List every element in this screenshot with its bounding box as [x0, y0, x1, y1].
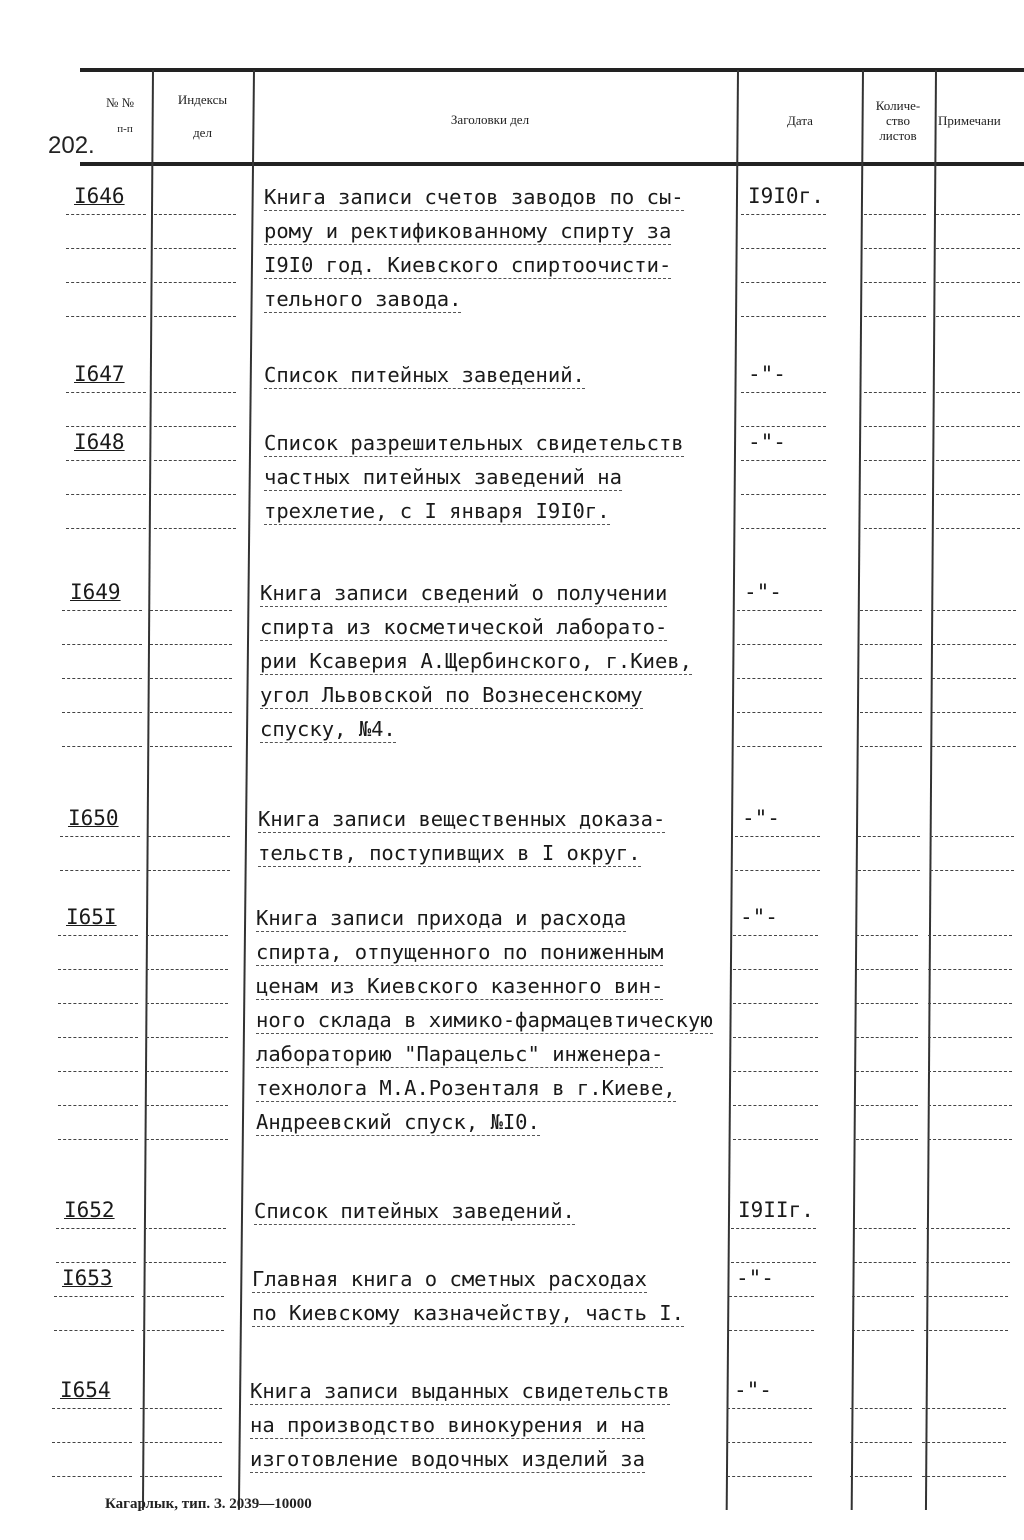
ruled-line — [932, 644, 1016, 646]
entry-title-line: ценам из Киевского казенного вин- — [256, 974, 664, 998]
entry-title-line: Книга записи счетов заводов по сы- — [264, 185, 684, 209]
column-divider — [142, 70, 154, 1510]
ruled-line — [66, 248, 146, 250]
ruled-line — [66, 214, 146, 216]
entry-date: -"- — [736, 1266, 774, 1290]
ruled-line — [146, 969, 228, 971]
ruled-line — [856, 935, 918, 937]
entry-title-line: Список питейных заведений. — [254, 1199, 575, 1223]
entry-date: -"- — [742, 806, 780, 830]
ruled-line — [864, 494, 926, 496]
ruled-line — [741, 282, 826, 284]
page-number: 202. — [48, 132, 95, 159]
ruled-line — [154, 426, 236, 428]
ruled-line — [733, 1139, 818, 1141]
entry-number: I65I — [66, 905, 117, 929]
entry-date: -"- — [734, 1378, 772, 1402]
ruled-line — [146, 1105, 228, 1107]
ruled-line — [56, 1262, 136, 1264]
ruled-line — [150, 678, 232, 680]
ruled-line — [146, 1071, 228, 1073]
ruled-line — [737, 678, 822, 680]
ruled-line — [150, 746, 232, 748]
ruled-line — [852, 1330, 914, 1332]
ruled-line — [146, 1139, 228, 1141]
ruled-line — [936, 426, 1020, 428]
ruled-line — [858, 836, 920, 838]
ruled-line — [741, 316, 826, 318]
ruled-line — [741, 392, 826, 394]
entry-title-line: Список питейных заведений. — [264, 363, 585, 387]
header-date: Дата — [787, 113, 813, 128]
ruled-line — [54, 1296, 134, 1298]
ruled-line — [928, 1105, 1012, 1107]
entry-title-line: Список разрешительных свидетельств — [264, 431, 684, 455]
ruled-line — [737, 712, 822, 714]
entry-title-line: частных питейных заведений на — [264, 465, 622, 489]
ruled-line — [52, 1408, 132, 1410]
ruled-line — [735, 836, 820, 838]
ruled-line — [62, 746, 142, 748]
ruled-line — [936, 494, 1020, 496]
ruled-line — [733, 1071, 818, 1073]
entry-title-line: ного склада в химико-фармацевтическую — [256, 1008, 713, 1032]
ruled-line — [66, 392, 146, 394]
ruled-line — [58, 1003, 138, 1005]
ruled-line — [727, 1408, 812, 1410]
ruled-line — [856, 1105, 918, 1107]
ruled-line — [864, 282, 926, 284]
ruled-line — [150, 610, 232, 612]
ruled-line — [66, 426, 146, 428]
ruled-line — [864, 248, 926, 250]
ruled-line — [864, 460, 926, 462]
ruled-line — [154, 214, 236, 216]
entry-date: I9I0г. — [748, 184, 824, 208]
header-number-sub: п-п — [117, 123, 133, 135]
ruled-line — [52, 1442, 132, 1444]
entry-title-line: лабораторию "Парацельс" инженера- — [256, 1042, 664, 1066]
entry-title-line: Андреевский спуск, №I0. — [256, 1110, 540, 1134]
column-divider — [726, 70, 739, 1510]
entry-date: -"- — [740, 905, 778, 929]
ruled-line — [140, 1442, 222, 1444]
entry-date: -"- — [744, 580, 782, 604]
header-number: № № — [105, 95, 135, 110]
ruled-line — [737, 746, 822, 748]
entry-date: -"- — [748, 430, 786, 454]
ruled-line — [856, 1071, 918, 1073]
ruled-line — [727, 1476, 812, 1478]
entry-title-line: угол Львовской по Вознесенскому — [260, 683, 643, 707]
entry-title-line: Главная книга о сметных расходах — [252, 1267, 647, 1291]
ruled-line — [850, 1476, 912, 1478]
ruled-line — [856, 1003, 918, 1005]
ruled-line — [58, 1071, 138, 1073]
ruled-line — [932, 678, 1016, 680]
header-top-rule — [80, 68, 1024, 72]
ruled-line — [741, 494, 826, 496]
entry-title-line: Книга записи сведений о получении — [260, 581, 668, 605]
ruled-line — [922, 1442, 1006, 1444]
entry-title-line: тельств, поступивщих в I округ. — [258, 841, 641, 865]
ruled-line — [924, 1296, 1008, 1298]
header-index-sub: дел — [193, 125, 212, 140]
ruled-line — [932, 610, 1016, 612]
ruled-line — [930, 870, 1014, 872]
ruled-line — [737, 644, 822, 646]
ruled-line — [142, 1296, 224, 1298]
ruled-line — [58, 935, 138, 937]
ruled-line — [860, 610, 922, 612]
ruled-line — [864, 316, 926, 318]
ruled-line — [150, 712, 232, 714]
ruled-line — [864, 426, 926, 428]
entry-title-line: технолога М.А.Розенталя в г.Киеве, — [256, 1076, 676, 1100]
ruled-line — [60, 836, 140, 838]
ruled-line — [737, 610, 822, 612]
ruled-line — [854, 1228, 916, 1230]
entry-title-line: спирта, отпущенного по пониженным — [256, 940, 664, 964]
entry-title-line: Книга записи прихода и расхода — [256, 906, 627, 930]
ruled-line — [66, 460, 146, 462]
ruled-line — [932, 746, 1016, 748]
column-divider — [925, 70, 937, 1510]
ruled-line — [936, 392, 1020, 394]
ruled-line — [860, 644, 922, 646]
ruled-line — [148, 870, 230, 872]
ruled-line — [864, 392, 926, 394]
ruled-line — [936, 214, 1020, 216]
entry-title-line: на производство винокурения и на — [250, 1413, 645, 1437]
entry-number: I647 — [74, 362, 125, 386]
ruled-line — [146, 935, 228, 937]
ruled-line — [856, 1139, 918, 1141]
ruled-line — [731, 1228, 816, 1230]
ruled-line — [936, 528, 1020, 530]
ruled-line — [66, 528, 146, 530]
ruled-line — [140, 1408, 222, 1410]
ruled-line — [154, 392, 236, 394]
ruled-line — [928, 1071, 1012, 1073]
ruled-line — [66, 316, 146, 318]
header-sheets: Количе- ство листов — [875, 98, 921, 143]
ruled-line — [62, 678, 142, 680]
ruled-line — [741, 460, 826, 462]
printer-footer: Кагарлык, тип. З. 2039—10000 — [105, 1496, 312, 1512]
ruled-line — [936, 460, 1020, 462]
ruled-line — [741, 248, 826, 250]
entry-title-line: рии Ксаверия А.Щербинского, г.Киев, — [260, 649, 692, 673]
ruled-line — [142, 1330, 224, 1332]
ruled-line — [56, 1228, 136, 1230]
entry-date: -"- — [748, 362, 786, 386]
entry-number: I648 — [74, 430, 125, 454]
ruled-line — [62, 712, 142, 714]
ruled-line — [154, 248, 236, 250]
ruled-line — [146, 1037, 228, 1039]
ruled-line — [146, 1003, 228, 1005]
entry-date: I9IIг. — [738, 1198, 814, 1222]
ruled-line — [58, 1037, 138, 1039]
ruled-line — [860, 746, 922, 748]
ruled-line — [733, 969, 818, 971]
ruled-line — [928, 1037, 1012, 1039]
ruled-line — [858, 870, 920, 872]
ruled-line — [733, 1037, 818, 1039]
entry-number: I653 — [62, 1266, 113, 1290]
ruled-line — [864, 214, 926, 216]
header-notes: Примечани — [938, 113, 1001, 128]
ruled-line — [154, 460, 236, 462]
ruled-line — [735, 870, 820, 872]
ruled-line — [856, 969, 918, 971]
ruled-line — [727, 1442, 812, 1444]
ruled-line — [52, 1476, 132, 1478]
ruled-line — [154, 494, 236, 496]
entry-title-line: I9I0 год. Киевского спиртоочисти- — [264, 253, 672, 277]
header-bottom-rule — [80, 162, 1024, 166]
entry-title-line: изготовление водочных изделий за — [250, 1447, 645, 1471]
ruled-line — [936, 316, 1020, 318]
ruled-line — [926, 1262, 1010, 1264]
ruled-line — [741, 214, 826, 216]
ruled-line — [922, 1408, 1006, 1410]
ruled-line — [66, 282, 146, 284]
ruled-line — [148, 836, 230, 838]
ruled-line — [932, 712, 1016, 714]
ruled-line — [936, 282, 1020, 284]
ruled-line — [850, 1442, 912, 1444]
entry-title-line: тельного завода. — [264, 287, 462, 311]
entry-title-line: Книга записи вещественных доказа- — [258, 807, 666, 831]
ruled-line — [864, 528, 926, 530]
ruled-line — [741, 528, 826, 530]
ruled-line — [733, 1105, 818, 1107]
ruled-line — [58, 1139, 138, 1141]
entry-title-line: по Киевскому казначейству, часть I. — [252, 1301, 684, 1325]
ruled-line — [852, 1296, 914, 1298]
ruled-line — [733, 935, 818, 937]
ruled-line — [154, 282, 236, 284]
ruled-line — [928, 1139, 1012, 1141]
ruled-line — [140, 1476, 222, 1478]
entry-title-line: спирта из косметической лаборато- — [260, 615, 668, 639]
entry-title-line: трехлетие, с I января I9I0г. — [264, 499, 610, 523]
ruled-line — [154, 316, 236, 318]
entry-title-line: Книга записи выданных свидетельств — [250, 1379, 670, 1403]
ruled-line — [928, 1003, 1012, 1005]
entry-number: I654 — [60, 1378, 111, 1402]
ruled-line — [854, 1262, 916, 1264]
entry-number: I649 — [70, 580, 121, 604]
entry-number: I650 — [68, 806, 119, 830]
ruled-line — [850, 1408, 912, 1410]
entry-number: I652 — [64, 1198, 115, 1222]
ruled-line — [936, 248, 1020, 250]
ruled-line — [66, 494, 146, 496]
ruled-line — [58, 1105, 138, 1107]
ruled-line — [733, 1003, 818, 1005]
entry-number: I646 — [74, 184, 125, 208]
ruled-line — [856, 1037, 918, 1039]
ruled-line — [930, 836, 1014, 838]
entry-title-line: спуску, №4. — [260, 717, 396, 741]
ruled-line — [144, 1228, 226, 1230]
ruled-line — [741, 426, 826, 428]
ruled-line — [922, 1476, 1006, 1478]
ruled-line — [924, 1330, 1008, 1332]
ruled-line — [928, 969, 1012, 971]
entry-title-line: рому и ректификованному спирту за — [264, 219, 672, 243]
ruled-line — [58, 969, 138, 971]
ruled-line — [926, 1228, 1010, 1230]
ruled-line — [62, 644, 142, 646]
ruled-line — [62, 610, 142, 612]
ruled-line — [860, 712, 922, 714]
ruled-line — [150, 644, 232, 646]
ruled-line — [860, 678, 922, 680]
ruled-line — [144, 1262, 226, 1264]
ruled-line — [154, 528, 236, 530]
header-titles: Заголовки дел — [450, 112, 530, 127]
ruled-line — [729, 1330, 814, 1332]
header-index: Индексы — [177, 92, 228, 107]
ruled-line — [60, 870, 140, 872]
ruled-line — [729, 1296, 814, 1298]
column-divider — [851, 70, 864, 1510]
ruled-line — [731, 1262, 816, 1264]
column-divider — [238, 70, 255, 1510]
ruled-line — [54, 1330, 134, 1332]
ruled-line — [928, 935, 1012, 937]
